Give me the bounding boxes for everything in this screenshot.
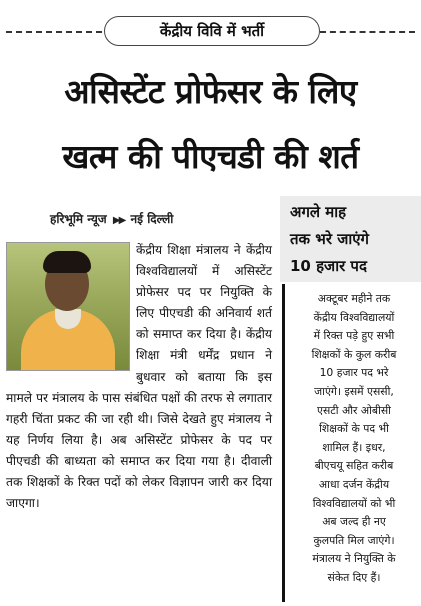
article-text: केंद्रीय शिक्षा मंत्रालय ने केंद्रीय विश्वविद्यालयों में असिस्टेंट प्रोफेसर पद पर नियुक्ति के लिए पीएचडी की अनिवार्य शर्त को समाप्त कर दिया है। केंद्रीय शिक्षा मंत्री धर्मेंद्र प्रधान ने बुधवार को बताया कि इस मामले पर मंत्रालय के पास संबंधित पक्षों की तरफ से लगातार गहरी चिंता प्रकट की जा रही थी। जिसे देखते हुए मंत्रालय ने यह निर्णय लिया है। अब असिस्टेंट प्रोफेसर के पद पर पीएचडी की बाध्यता को समाप्त कर दिया गया है। दीवाली तक शिक्षकों के रिक्त पदों को लेकर विज्ञापन जारी कर दिया जाएगा।	[6, 243, 272, 511]
sidebar-line: बीएचयू सहित करीब	[314, 459, 394, 473]
article-body	[6, 240, 272, 514]
kicker-label: केंद्रीय विवि में भर्ती	[104, 16, 320, 46]
sidebar-headline-line-2: तक भरे जाएंगे	[290, 230, 369, 248]
sidebar-line: शामिल हैं। इधर,	[322, 440, 386, 454]
sidebar-line: शिक्षकों के कुल करीब	[311, 347, 397, 361]
sidebar-headline-line-3: 10 हजार पद	[290, 257, 367, 275]
byline-arrow-icon: ▶▶	[112, 215, 125, 226]
sidebar-line: अब जल्द ही नए	[322, 515, 386, 529]
sidebar-line: कुलपति मिल जाएंगे।	[313, 533, 395, 547]
sidebar-line: शिक्षकों के पद भी	[319, 422, 389, 436]
headline-line-1: असिस्टेंट प्रोफेसर के लिए	[64, 72, 357, 111]
byline	[50, 210, 173, 227]
sidebar-line: आधा दर्जन केंद्रीय	[318, 477, 390, 491]
byline-source: हरिभूमि न्यूज	[50, 212, 107, 226]
sidebar-headline-line-1: अगले माह	[290, 203, 347, 221]
sidebar-vertical-rule	[282, 284, 285, 602]
kicker-row	[0, 14, 421, 48]
byline-place: नई दिल्ली	[130, 212, 174, 226]
left-dash-rule	[6, 31, 102, 33]
sidebar-text	[290, 290, 418, 588]
minister-photo	[6, 242, 130, 371]
sidebar-line: संकेत दिए हैं।	[327, 570, 381, 584]
sidebar-line: केंद्रीय विश्वविद्यालयों	[313, 310, 395, 324]
sidebar-line: अक्टूबर महीने तक	[317, 292, 391, 305]
sidebar-line: मंत्रालय ने नियुक्ति के	[312, 552, 396, 566]
sidebar-line: विश्वविद्यालयों को भी	[312, 496, 396, 510]
sidebar-line: एसटी और ओबीसी	[317, 403, 391, 417]
right-dash-rule	[320, 31, 415, 33]
sidebar-headline-box	[280, 196, 421, 282]
headline-line-2: खत्म की पीएचडी की शर्त	[62, 137, 359, 176]
sidebar-line: 10 हजार पद भरे	[319, 366, 389, 380]
sidebar-line: में रिक्त पड़े हुए सभी	[313, 329, 395, 343]
photo-figure-hair	[43, 251, 91, 273]
article-paragraph	[6, 240, 272, 514]
sidebar-line: जाएंगे। इसमें एससी,	[314, 384, 394, 398]
